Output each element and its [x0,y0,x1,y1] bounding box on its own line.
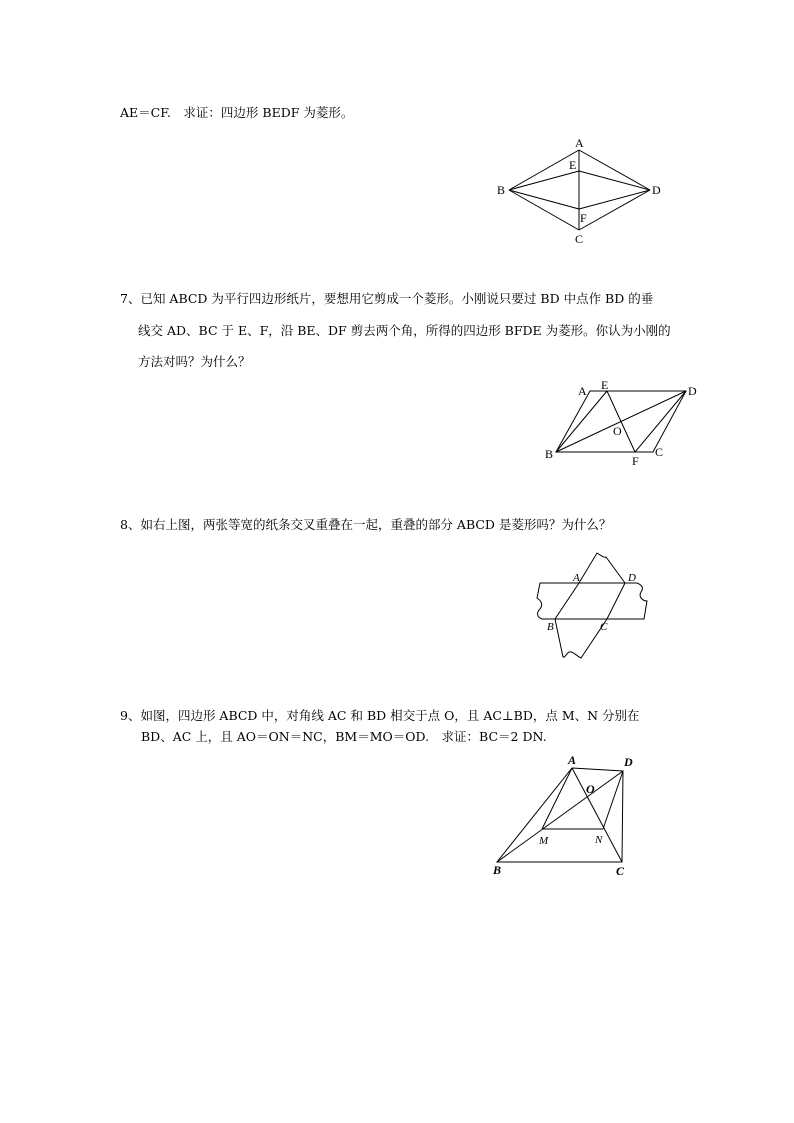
problem8-line1: 8、如右上图，两张等宽的纸条交叉重叠在一起，重叠的部分 ABCD 是菱形吗？为什么？ [120,517,612,532]
figure-parallelogram-bfde [540,376,705,468]
point-label-b: B [547,621,554,633]
point-label-c: C [616,864,625,878]
point-label-a: A [573,572,580,584]
point-label-f: F [632,454,639,468]
figure-lines [556,391,686,452]
figure-lines [497,768,623,862]
point-label-c: C [575,232,584,246]
point-label-a: A [578,384,587,398]
point-label-a: A [568,753,577,767]
horizontal-strip [537,583,647,619]
point-label-f: F [580,211,587,225]
problem7-line2: 线交 AD、BC 于 E、F，沿 BE、DF 剪去两个角，所得的四边形 BFDE 为菱形。你认为小刚的 [138,323,671,338]
point-label-a: A [575,136,584,150]
point-label-n: N [595,834,603,846]
point-label-e: E [601,378,609,392]
problem7-line3: 方法对吗？为什么？ [138,354,251,369]
problem9-line1: 9、如图，四边形 ABCD 中，对角线 AC 和 BD 相交于点 O，且 AC⊥BD，点 M、N 分别在 [120,708,640,723]
point-label-d: D [652,183,661,197]
figure-rhombus-bedf [490,132,670,252]
problem7-line1: 7、已知 ABCD 为平行四边形纸片，要想用它剪成一个菱形。小刚说只要过 BD 中点作 BD 的垂 [120,291,654,306]
point-label-d: D [624,755,633,769]
figure-quadrilateral-abcd [488,752,638,878]
point-label-o: O [613,424,622,438]
point-label-b: B [493,863,502,877]
point-label-c: C [655,445,664,459]
point-label-e: E [569,158,577,172]
figure-paper-strips [528,548,654,660]
point-label-m: M [539,835,549,847]
problem6-text: AE＝CF. 求证：四边形 BEDF 为菱形。 [120,105,354,120]
problem9-line2: BD、AC 上，且 AO＝ON＝NC，BM＝MO＝OD. 求证：BC＝2 DN. [141,729,547,744]
diagonal-strip [555,553,625,658]
point-label-o: O [586,782,595,796]
point-label-d: D [628,572,636,584]
point-label-c: C [600,621,608,633]
point-label-b: B [497,183,506,197]
point-label-b: B [545,447,554,461]
point-label-d: D [688,384,697,398]
